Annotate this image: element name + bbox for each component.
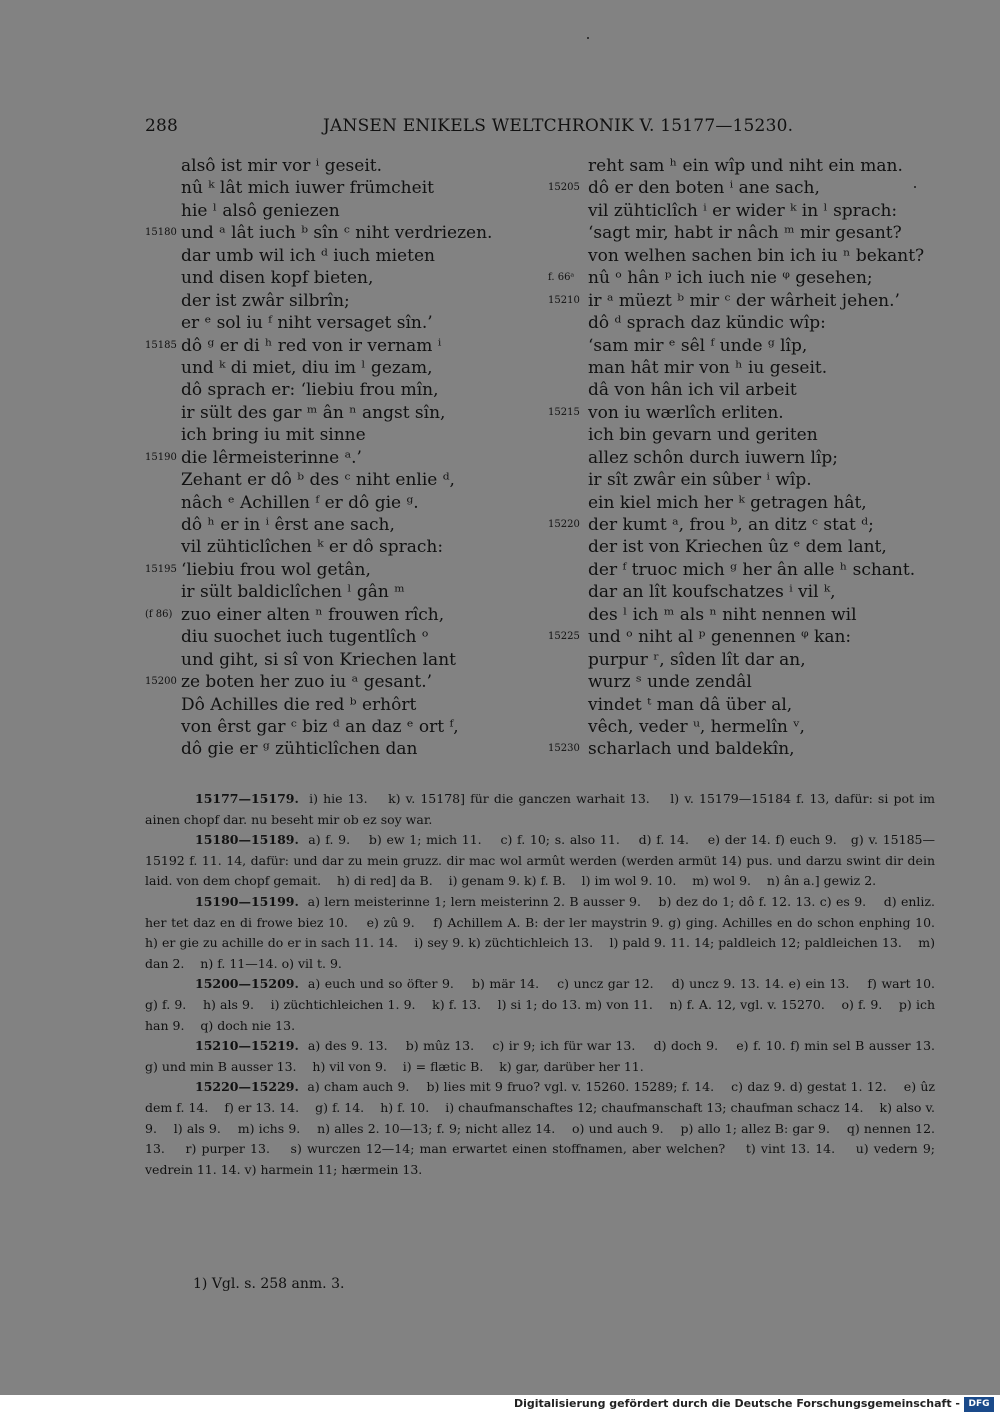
- verse-text: vil zühticlîch ⁱ er wider ᵏ in ˡ sprach:: [588, 200, 898, 221]
- verse-text: ich bin gevarn und geriten: [588, 425, 818, 446]
- verse-line: [145, 581, 545, 603]
- verse-text: alsô ist mir vor ⁱ geseit.: [181, 156, 383, 176]
- verse-line: [548, 738, 928, 760]
- verse-line: [548, 402, 928, 424]
- running-title: JANSEN ENIKELS WELTCHRONIK V. 15177—15230.: [323, 116, 794, 136]
- verse-text: der kumt ᵃ, frou ᵇ, an ditz ᶜ stat ᵈ;: [588, 515, 874, 535]
- verse-line: [548, 267, 928, 289]
- verse-text: ein kiel mich her ᵏ getragen hât,: [588, 492, 867, 513]
- verse-line: [145, 536, 545, 558]
- verse-text: hie ˡ alsô geniezen: [181, 200, 340, 221]
- verse-number: 15230: [548, 743, 580, 755]
- verse-column-left: [145, 155, 545, 761]
- verse-line: [145, 200, 545, 222]
- verse-range: 15177—15179.: [195, 791, 299, 806]
- verse-line: [145, 559, 545, 581]
- verse-text: der ist von Kriechen ûz ᵉ dem lant,: [588, 537, 887, 558]
- verse-line: [548, 604, 928, 626]
- scan-speck: [587, 37, 589, 39]
- verse-number: 15180: [145, 227, 177, 239]
- verse-text: ich bring iu mit sinne: [181, 425, 366, 446]
- verse-number: f. 66ᵃ: [548, 272, 575, 284]
- verse-line: [145, 604, 545, 626]
- verse-line: [548, 424, 928, 446]
- verse-line: [145, 626, 545, 648]
- apparatus-entry: [145, 830, 939, 892]
- verse-text: von iu wærlîch erliten.: [588, 402, 784, 423]
- verse-line: [145, 738, 545, 760]
- verse-line: [145, 379, 545, 401]
- verse-line: [548, 177, 928, 199]
- verse-text: ir sült des gar ᵐ ân ⁿ angst sîn,: [181, 402, 446, 423]
- verse-text: dô ᵍ er di ʰ red von ir vernam ⁱ: [181, 335, 442, 356]
- verse-line: [548, 469, 928, 491]
- apparatus-text: i) hie 13. k) v. 15178] für die ganczen warhait 13. l) v. 15179—15184 f. 13, dafür: si pot im ainen chopf dar. nu beseht mir ob ez soy war.: [145, 791, 939, 827]
- verse-line: [548, 357, 928, 379]
- verse-line: [145, 469, 545, 491]
- verse-number: 15215: [548, 406, 580, 418]
- verse-text: diu suochet iuch tugentlîch ᵒ: [181, 627, 429, 648]
- verse-text: dô er den boten ⁱ ane sach,: [588, 178, 820, 199]
- verse-number: 15225: [548, 631, 580, 643]
- verse-range: 15220—15229.: [195, 1079, 299, 1095]
- verse-line: [548, 716, 928, 738]
- verse-line: [548, 379, 928, 401]
- verse-text: dô ᵈ sprach daz kündic wîp:: [588, 313, 826, 334]
- verse-line: [145, 514, 545, 536]
- verse-number: 15200: [145, 676, 177, 688]
- verse-number: 15185: [145, 339, 177, 351]
- verse-text: ir sît zwâr ein sûber ⁱ wîp.: [588, 470, 812, 491]
- verse-line: [145, 671, 545, 693]
- verse-text: vêch, veder ᵘ, hermelîn ᵛ,: [588, 716, 805, 737]
- apparatus-entry: [145, 892, 951, 974]
- verse-text: ‘sam mir ᵉ sêl ᶠ unde ᵍ lîp,: [588, 335, 808, 356]
- verse-line: [548, 447, 928, 469]
- verse-text: nû ᵒ hân ᵖ ich iuch nie ᵠ gesehen;: [588, 268, 873, 289]
- verse-text: von welhen sachen bin ich iu ⁿ bekant?: [588, 245, 925, 266]
- verse-line: [145, 267, 545, 289]
- verse-text: dar an lît koufschatzes ⁱ vil ᵏ,: [588, 582, 836, 603]
- verse-range: 15180—15189.: [195, 832, 299, 848]
- verse-text: und ᵃ lât iuch ᵇ sîn ᶜ niht verdriezen.: [181, 223, 493, 244]
- verse-range: 15200—15209.: [195, 976, 299, 992]
- verse-column-right: [548, 155, 928, 761]
- apparatus-text: a) euch und so öfter 9. b) mär 14. c) uncz gar 12. d) uncz 9. 13. 14. e) ein 13. f) wart 10. g) f. 9. h) als 9. i) züchtichleichen 1. 9. k) f. 13. l) si 1; do 13. m) von 11. n) f. A. 12, vgl. v. 15270. o) f. 9. p) ich han 9. q) doch nie 13.: [145, 976, 951, 1033]
- critical-apparatus: [145, 789, 951, 1180]
- verse-text: allez schôn durch iuwern lîp;: [588, 447, 839, 468]
- verse-line: [145, 312, 545, 334]
- verse-text: und giht, si sî von Kriechen lant: [181, 649, 456, 670]
- verse-text: vindet ᵗ man dâ über al,: [588, 694, 793, 715]
- verse-line: [145, 177, 545, 199]
- apparatus-text: a) f. 9. b) ew 1; mich 11. c) f. 10; s. also 11. d) f. 14. e) der 14. f) euch 9. g) v. 15185—15192 f. 11. 14, dafür: und dar zu mein gruzz. dir mac wol armût werden (werden armüt 14) pus. und darzu swint dir dein laid. von dem chopf gemait. h) di red] da B. i) genam 9. k) f. B. l) im wol 9. 10. m) wol 9. n) ân a.] gewiz 2.: [145, 832, 939, 889]
- verse-text: er ᵉ sol iu ᶠ niht versaget sîn.’: [181, 313, 433, 334]
- apparatus-text: a) cham auch 9. b) lies mit 9 fruo? vgl. v. 15260. 15289; f. 14. c) daz 9. d) gestat 1. 12. e) ûz dem f. 14. f) er 13. 14. g) f. 14. h) f. 10. i) chaufmanschaftes 12; chaufmanschaft 13; chaufman schacz 14. k) also v. 9. l) als 9. m) ichs 9. n) alles 2. 10—13; f. 9; nicht allez 14. o) und auch 9. p) allo 1; allez B: gar 9. q) nennen 12. 13. r) purper 13. s) wurczen 12—14; man erwartet einen stoffnamen, aber welchen? t) vint 13. 14. u) vedern 9; vedrein 11. 14. v) harmein 11; hærmein 13.: [145, 1079, 939, 1177]
- verse-line: [548, 649, 928, 671]
- verse-text: ‘liebiu frou wol getân,: [181, 559, 371, 580]
- apparatus-text: a) lern meisterinne 1; lern meisterinn 2. B ausser 9. b) dez do 1; dô f. 12. 13. c) es 9. d) enliz. her tet daz en di frowe biez 10. e) zû 9. f) Achillem A. B: der ler maystrin 9. g) ging. Achilles en do schon enphing 10. h) er gie zu achille do er in sach 11. 14. i) sey 9. k) züchtichleich 13. l) pald 9. 11. 14; paldleich 12; paldleichen 13. m) dan 2. n) f. 11—14. o) vil t. 9.: [145, 893, 951, 971]
- verse-text: ir sült baldiclîchen ˡ gân ᵐ: [181, 582, 405, 603]
- verse-number: 15205: [548, 182, 580, 194]
- apparatus-entry: [145, 789, 939, 830]
- digitization-footer: [0, 1395, 1000, 1415]
- verse-text: dô gie er ᵍ zühticlîchen dan: [181, 739, 418, 760]
- verse-line: [145, 290, 545, 312]
- verse-text: ir ᵃ müezt ᵇ mir ᶜ der wârheit jehen.’: [588, 290, 900, 311]
- verse-text: Zehant er dô ᵇ des ᶜ niht enlie ᵈ,: [181, 470, 455, 491]
- verse-text: purpur ʳ, sîden lît dar an,: [588, 649, 806, 670]
- verse-number: 15190: [145, 451, 177, 463]
- verse-line: [548, 312, 928, 334]
- verse-text: dô ʰ er in ⁱ êrst ane sach,: [181, 515, 395, 535]
- verse-line: [145, 222, 545, 244]
- verse-text: zuo einer alten ⁿ frouwen rîch,: [181, 604, 445, 625]
- verse-line: [548, 514, 928, 536]
- verse-text: und ᵒ niht al ᵖ genennen ᵠ kan:: [588, 627, 852, 648]
- verse-number: 15220: [548, 519, 580, 530]
- verse-line: [145, 424, 545, 446]
- verse-text: nû ᵏ lât mich iuwer frümcheit: [181, 178, 434, 199]
- verse-text: ‘sagt mir, habt ir nâch ᵐ mir gesant?: [588, 223, 902, 244]
- verse-text: dâ von hân ich vil arbeit: [588, 380, 797, 401]
- verse-line: [548, 155, 928, 177]
- verse-line: [145, 245, 545, 267]
- verse-text: und ᵏ di miet, diu im ˡ gezam,: [181, 357, 433, 378]
- verse-line: [145, 402, 545, 424]
- verse-text: vil zühticlîchen ᵏ er dô sprach:: [181, 537, 444, 558]
- verse-text: nâch ᵉ Achillen ᶠ er dô gie ᵍ.: [181, 492, 419, 513]
- digitization-credit: Digitalisierung gefördert durch die Deutsche Forschungsgemeinschaft -: [513, 1397, 960, 1410]
- verse-text: der ᶠ truoc mich ᵍ her ân alle ʰ schant.: [588, 559, 916, 580]
- verse-line: [548, 671, 928, 693]
- verse-range: 15210—15219.: [195, 1038, 299, 1054]
- verse-text: wurz ˢ unde zendâl: [588, 672, 752, 693]
- verse-number: 15210: [548, 294, 580, 306]
- verse-line: [548, 335, 928, 357]
- verse-text: man hât mir von ʰ iu geseit.: [588, 357, 828, 378]
- verse-line: [548, 245, 928, 267]
- verse-line: [548, 200, 928, 222]
- page-number: 288: [145, 116, 179, 136]
- apparatus-entry: [145, 974, 951, 1036]
- apparatus-entry: [145, 1077, 939, 1180]
- verse-text: scharlach und baldekîn,: [588, 739, 795, 760]
- verse-text: von êrst gar ᶜ biz ᵈ an daz ᵉ ort ᶠ,: [181, 716, 459, 737]
- verse-line: [548, 694, 928, 716]
- verse-line: [145, 335, 545, 357]
- verse-line: [548, 492, 928, 514]
- verse-line: [145, 492, 545, 514]
- verse-text: die lêrmeisterinne ᵃ.’: [181, 447, 362, 468]
- verse-line: [548, 536, 928, 558]
- verse-text: dar umb wil ich ᵈ iuch mieten: [181, 245, 435, 266]
- verse-line: [548, 559, 928, 581]
- footnote: 1) Vgl. s. 258 anm. 3.: [193, 1276, 345, 1292]
- verse-line: [145, 716, 545, 738]
- verse-line: [145, 155, 545, 177]
- verse-number: (f 86): [145, 608, 173, 620]
- dfg-logo: DFG: [964, 1397, 994, 1412]
- verse-line: [145, 357, 545, 379]
- verse-text: Dô Achilles die red ᵇ erhôrt: [181, 694, 417, 715]
- apparatus-text: a) des 9. 13. b) mûz 13. c) ir 9; ich für war 13. d) doch 9. e) f. 10. f) min sel B ausser 13. g) und min B ausser 13. h) vil von 9. i) = flætic B. k) gar, darüber her 11.: [145, 1038, 951, 1074]
- verse-text: ze boten her zuo iu ᵃ gesant.’: [181, 672, 433, 693]
- verse-line: [145, 649, 545, 671]
- verse-text: dô sprach er: ‘liebiu frou mîn,: [181, 380, 439, 401]
- verse-line: [548, 626, 928, 648]
- verse-text: und disen kopf bieten,: [181, 268, 374, 289]
- apparatus-entry: [145, 1036, 951, 1077]
- verse-line: [548, 581, 928, 603]
- verse-line: [145, 447, 545, 469]
- verse-line: [145, 694, 545, 716]
- verse-range: 15190—15199.: [195, 893, 299, 909]
- verse-text: der ist zwâr silbrîn;: [181, 290, 350, 311]
- verse-text: reht sam ʰ ein wîp und niht ein man.: [588, 156, 903, 176]
- verse-line: [548, 222, 928, 244]
- verse-line: [548, 290, 928, 312]
- verse-number: 15195: [145, 563, 177, 575]
- verse-text: des ˡ ich ᵐ als ⁿ niht nennen wil: [588, 604, 857, 625]
